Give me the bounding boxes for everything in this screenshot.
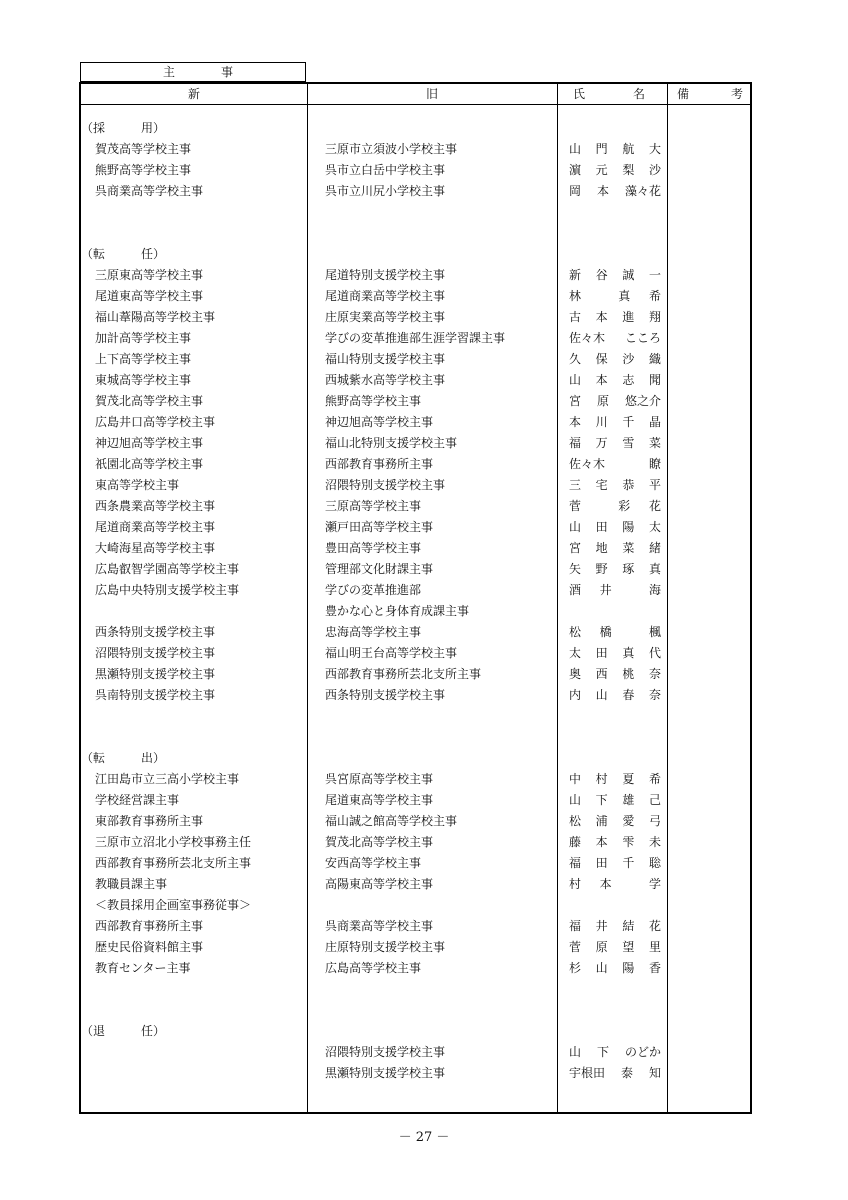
name-part: 川	[595, 415, 608, 429]
old-position: 沼隈特別支援学校主事	[325, 1045, 446, 1059]
column-header-remarks	[667, 84, 752, 104]
name-part: 花	[648, 919, 661, 933]
name-part: 学	[648, 877, 661, 891]
name-part: 保	[595, 352, 608, 366]
old-position: 西部教育事務所芸北支所主事	[325, 667, 482, 681]
name-part: こころ	[624, 331, 661, 345]
person-name	[569, 811, 661, 832]
table-row	[81, 685, 750, 706]
name-part: 太	[648, 520, 661, 534]
new-position: 歴史民俗資料館主事	[95, 940, 204, 954]
name-part: 雄	[622, 793, 635, 807]
name-part: 志	[622, 373, 635, 387]
person-name	[569, 769, 661, 790]
new-position: 祇園北高等学校主事	[95, 457, 204, 471]
name-part: 下	[595, 793, 608, 807]
old-position: 呉商業高等学校主事	[325, 919, 434, 933]
section-title-box	[80, 62, 306, 82]
new-position: 江田島市立三高小学校主事	[95, 772, 240, 786]
name-part: 愛	[622, 814, 635, 828]
group-spacer	[81, 706, 750, 748]
name-part: 宮	[569, 541, 582, 555]
table-row	[81, 391, 750, 412]
person-name	[569, 958, 661, 979]
person-name	[569, 307, 661, 328]
new-position: 賀茂北高等学校主事	[95, 394, 204, 408]
name-part: 山	[569, 142, 582, 156]
name-part: 福	[569, 919, 582, 933]
name-part: 林	[569, 289, 582, 303]
name-part: 陽	[622, 520, 635, 534]
table-row	[81, 811, 750, 832]
name-part: 山	[569, 793, 582, 807]
name-part: 浦	[595, 814, 608, 828]
person-name	[569, 643, 661, 664]
name-part: 山	[595, 961, 608, 975]
group-label	[81, 1021, 165, 1042]
old-position: 福山特別支援学校主事	[325, 352, 446, 366]
person-name	[569, 874, 661, 895]
new-position: 西条特別支援学校主事	[95, 625, 216, 639]
old-position: 三原高等学校主事	[325, 499, 422, 513]
name-part: 福	[569, 436, 582, 450]
new-position: 神辺旭高等学校主事	[95, 436, 204, 450]
group-label-row	[81, 1021, 750, 1042]
name-part: 菜	[622, 541, 635, 555]
new-position: 東城高等学校主事	[95, 373, 192, 387]
name-part: 門	[595, 142, 608, 156]
new-position: 沼隈特別支援学校主事	[95, 646, 216, 660]
name-part: 香	[648, 961, 661, 975]
name-part: 奥	[569, 667, 582, 681]
old-position: 賀茂北高等学校主事	[325, 835, 434, 849]
column-header-name-char-1: 氏	[573, 87, 586, 101]
old-position: 三原市立須波小学校主事	[325, 142, 458, 156]
table-row	[81, 601, 750, 622]
name-part: 里	[648, 940, 661, 954]
table-row	[81, 853, 750, 874]
table-row	[81, 958, 750, 979]
column-header-remarks-char-1: 備	[677, 87, 690, 101]
name-part: 田	[595, 856, 608, 870]
name-part: 中	[569, 772, 582, 786]
name-part: 藤	[569, 835, 582, 849]
section-title-char-1: 主	[163, 65, 176, 79]
table-row	[81, 433, 750, 454]
person-name	[569, 664, 661, 685]
old-position: 忠海高等学校主事	[325, 625, 422, 639]
name-part: 橋	[599, 625, 612, 639]
new-position: 熊野高等学校主事	[95, 163, 192, 177]
old-position: 学びの変革推進部生涯学習課主事	[325, 331, 506, 345]
column-header-remarks-char-2: 考	[731, 87, 744, 101]
name-part: 山	[569, 373, 582, 387]
name-part: 航	[622, 142, 635, 156]
name-part: 沙	[648, 163, 661, 177]
group-label	[81, 118, 165, 139]
name-part: 地	[595, 541, 608, 555]
name-part: 千	[622, 415, 635, 429]
table-row	[81, 139, 750, 160]
name-part: 矢	[569, 562, 582, 576]
table-row	[81, 517, 750, 538]
person-name	[569, 937, 661, 958]
old-position: 沼隈特別支援学校主事	[325, 478, 446, 492]
name-part: 原	[595, 940, 608, 954]
name-part: 緒	[648, 541, 661, 555]
column-header-name	[557, 84, 667, 104]
table-row	[81, 370, 750, 391]
table-row	[81, 307, 750, 328]
name-part: 宮	[569, 394, 582, 408]
personnel-table	[79, 82, 752, 1114]
new-position: 大崎海星高等学校主事	[95, 541, 216, 555]
table-row	[81, 286, 750, 307]
person-name	[569, 517, 661, 538]
header-divider	[81, 104, 750, 105]
name-part: 瞭	[648, 457, 661, 471]
name-part: 菜	[648, 436, 661, 450]
person-name	[569, 1042, 661, 1063]
group-label	[81, 748, 165, 769]
new-position: 三原東高等学校主事	[95, 268, 204, 282]
name-part: 進	[622, 310, 635, 324]
name-part: 翔	[648, 310, 661, 324]
group-label-part: （転	[81, 247, 106, 261]
name-part: 松	[569, 625, 582, 639]
name-part: 本	[599, 877, 612, 891]
old-position: 西条特別支援学校主事	[325, 688, 446, 702]
name-part: 真	[618, 289, 631, 303]
name-part: 雫	[622, 835, 635, 849]
name-part: 彩	[618, 499, 631, 513]
name-part: 久	[569, 352, 582, 366]
name-part: 恭	[622, 478, 635, 492]
name-part: 井	[595, 919, 608, 933]
table-row	[81, 328, 750, 349]
old-position: 学びの変革推進部	[325, 583, 422, 597]
new-position: 教職員課主事	[95, 877, 168, 891]
new-position: 加計高等学校主事	[95, 331, 192, 345]
name-part: 酒	[569, 583, 582, 597]
name-part: 濵	[569, 163, 582, 177]
name-part: 福	[569, 856, 582, 870]
new-position: 三原市立沼北小学校事務主任	[95, 835, 252, 849]
table-row	[81, 412, 750, 433]
new-position: 広島叡智学園高等学校主事	[95, 562, 240, 576]
new-position: 呉南特別支援学校主事	[95, 688, 216, 702]
name-part: 桃	[622, 667, 635, 681]
table-row	[81, 895, 750, 916]
name-part: 真	[648, 562, 661, 576]
column-header-old: 旧	[425, 87, 438, 101]
new-position: 福山葦陽高等学校主事	[95, 310, 216, 324]
name-part: 田	[595, 646, 608, 660]
new-position: 西条農業高等学校主事	[95, 499, 216, 513]
column-header-new: 新	[187, 87, 200, 101]
name-part: 内	[569, 688, 582, 702]
person-name	[569, 160, 661, 181]
name-part: 元	[595, 163, 608, 177]
old-position: 西部教育事務所主事	[325, 457, 434, 471]
person-name	[569, 265, 661, 286]
name-part: 春	[622, 688, 635, 702]
person-name	[569, 286, 661, 307]
old-position: 庄原特別支援学校主事	[325, 940, 446, 954]
table-row	[81, 559, 750, 580]
table-row	[81, 664, 750, 685]
name-part: 佐々木	[569, 331, 606, 345]
person-name	[569, 853, 661, 874]
name-part: 岡	[569, 184, 582, 198]
table-row	[81, 874, 750, 895]
name-part: 誠	[622, 268, 635, 282]
person-name	[569, 496, 661, 517]
name-part: 梨	[622, 163, 635, 177]
table-row	[81, 937, 750, 958]
old-position: 神辺旭高等学校主事	[325, 415, 434, 429]
name-part: 藻々花	[624, 184, 661, 198]
name-part: 知	[648, 1066, 661, 1080]
old-position: 呉市立白岳中学校主事	[325, 163, 446, 177]
name-part: 松	[569, 814, 582, 828]
group-label-row	[81, 244, 750, 265]
old-position: 庄原実業高等学校主事	[325, 310, 446, 324]
person-name	[569, 349, 661, 370]
new-position: 広島井口高等学校主事	[95, 415, 216, 429]
name-part: 本	[595, 835, 608, 849]
old-position: 呉市立川尻小学校主事	[325, 184, 446, 198]
old-position: 熊野高等学校主事	[325, 394, 422, 408]
new-position: 広島中央特別支援学校主事	[95, 583, 240, 597]
old-position: 呉宮原高等学校主事	[325, 772, 434, 786]
old-position: 黒瀬特別支援学校主事	[325, 1066, 446, 1080]
person-name	[569, 916, 661, 937]
name-part: 夏	[622, 772, 635, 786]
name-part: 己	[648, 793, 661, 807]
group-spacer	[81, 979, 750, 1021]
name-part: 織	[648, 352, 661, 366]
person-name	[569, 454, 661, 475]
name-part: 下	[596, 1045, 609, 1059]
table-row	[81, 622, 750, 643]
table-row	[81, 832, 750, 853]
old-position: 瀬戸田高等学校主事	[325, 520, 434, 534]
table-row	[81, 916, 750, 937]
name-part: 奈	[648, 688, 661, 702]
table-row	[81, 349, 750, 370]
name-part: 晶	[648, 415, 661, 429]
name-part: 真	[622, 646, 635, 660]
name-part: 本	[596, 184, 609, 198]
old-position: 豊かな心と身体育成課主事	[325, 604, 470, 618]
group-label-part: （採	[81, 121, 106, 135]
group-label-part: （転	[81, 751, 106, 765]
name-part: 奈	[648, 667, 661, 681]
person-name	[569, 433, 661, 454]
name-part: 杉	[569, 961, 582, 975]
name-part: 代	[648, 646, 661, 660]
name-part: 琢	[622, 562, 635, 576]
old-position: 尾道特別支援学校主事	[325, 268, 446, 282]
name-part: 万	[595, 436, 608, 450]
name-part: 佐々木	[569, 457, 606, 471]
group-label-part: （退	[81, 1024, 106, 1038]
table-row	[81, 265, 750, 286]
person-name	[569, 790, 661, 811]
name-part: 本	[569, 415, 582, 429]
section-title-char-2: 事	[221, 65, 234, 79]
new-position: 教育センター主事	[95, 961, 191, 975]
person-name	[569, 538, 661, 559]
old-position: 安西高等学校主事	[325, 856, 422, 870]
name-part: 一	[648, 268, 661, 282]
new-position: 尾道商業高等学校主事	[95, 520, 216, 534]
new-position: 賀茂高等学校主事	[95, 142, 192, 156]
table-row	[81, 538, 750, 559]
person-name	[569, 139, 661, 160]
name-part: 弓	[648, 814, 661, 828]
group-label-row	[81, 748, 750, 769]
name-part: 本	[595, 373, 608, 387]
column-header-name-char-2: 名	[633, 87, 646, 101]
new-position: ＜教員採用企画室事務従事＞	[95, 898, 252, 912]
table-row	[81, 160, 750, 181]
name-part: 原	[596, 394, 609, 408]
new-position: 東高等学校主事	[95, 478, 180, 492]
name-part: 聞	[648, 373, 661, 387]
name-part: 三	[569, 478, 582, 492]
person-name	[569, 559, 661, 580]
table-row	[81, 475, 750, 496]
new-position: 尾道東高等学校主事	[95, 289, 204, 303]
table-row	[81, 790, 750, 811]
group-label-row	[81, 118, 750, 139]
group-label-part: 任）	[140, 247, 165, 261]
old-position: 尾道東高等学校主事	[325, 793, 434, 807]
new-position: 上下高等学校主事	[95, 352, 192, 366]
name-part: 菅	[569, 499, 582, 513]
table-row	[81, 496, 750, 517]
name-part: 陽	[622, 961, 635, 975]
table-row	[81, 580, 750, 601]
group-spacer	[81, 202, 750, 244]
name-part: 太	[569, 646, 582, 660]
old-position: 広島高等学校主事	[325, 961, 422, 975]
group-label	[81, 244, 165, 265]
name-part: 結	[622, 919, 635, 933]
name-part: 悠之介	[624, 394, 661, 408]
name-part: 雪	[622, 436, 635, 450]
name-part: 本	[595, 310, 608, 324]
person-name	[569, 370, 661, 391]
name-part: 宇根田	[569, 1066, 606, 1080]
name-part: 千	[622, 856, 635, 870]
name-part: 野	[595, 562, 608, 576]
name-part: 希	[648, 289, 661, 303]
old-position: 福山北特別支援学校主事	[325, 436, 458, 450]
table-row	[81, 181, 750, 202]
name-part: 田	[595, 520, 608, 534]
person-name	[569, 181, 661, 202]
name-part: 山	[595, 688, 608, 702]
name-part: 菅	[569, 940, 582, 954]
name-part: 海	[648, 583, 661, 597]
person-name	[569, 412, 661, 433]
table-body	[81, 118, 750, 1084]
name-part: 平	[648, 478, 661, 492]
name-part: のどか	[624, 1045, 661, 1059]
name-part: 泰	[620, 1066, 633, 1080]
name-part: 沙	[622, 352, 635, 366]
page-number: － 27 －	[398, 1130, 450, 1145]
new-position: 西部教育事務所芸北支所主事	[95, 856, 252, 870]
name-part: 希	[648, 772, 661, 786]
person-name	[569, 1063, 661, 1084]
name-part: 未	[648, 835, 661, 849]
group-label-part: 用）	[140, 121, 165, 135]
name-part: 望	[622, 940, 635, 954]
name-part: 古	[569, 310, 582, 324]
name-part: 西	[595, 667, 608, 681]
person-name	[569, 622, 661, 643]
person-name	[569, 328, 661, 349]
name-part: 大	[648, 142, 661, 156]
new-position: 西部教育事務所主事	[95, 919, 204, 933]
name-part: 新	[569, 268, 582, 282]
person-name	[569, 475, 661, 496]
name-part: 花	[648, 499, 661, 513]
old-position: 福山明王台高等学校主事	[325, 646, 458, 660]
group-label-part: 任）	[140, 1024, 165, 1038]
new-position: 学校経営課主事	[95, 793, 180, 807]
name-part: 井	[599, 583, 612, 597]
new-position: 黒瀬特別支援学校主事	[95, 667, 216, 681]
old-position: 高陽東高等学校主事	[325, 877, 434, 891]
name-part: 谷	[595, 268, 608, 282]
old-position: 尾道商業高等学校主事	[325, 289, 446, 303]
table-row	[81, 454, 750, 475]
table-row	[81, 1042, 750, 1063]
table-row	[81, 769, 750, 790]
name-part: 山	[569, 1045, 582, 1059]
person-name	[569, 685, 661, 706]
table-row	[81, 643, 750, 664]
old-position: 管理部文化財課主事	[325, 562, 434, 576]
name-part: 村	[595, 772, 608, 786]
table-row	[81, 1063, 750, 1084]
old-position: 豊田高等学校主事	[325, 541, 422, 555]
old-position: 西城紫水高等学校主事	[325, 373, 446, 387]
name-part: 村	[569, 877, 582, 891]
name-part: 聡	[648, 856, 661, 870]
name-part: 楓	[648, 625, 661, 639]
group-label-part: 出）	[140, 751, 165, 765]
person-name	[569, 832, 661, 853]
person-name	[569, 580, 661, 601]
new-position: 東部教育事務所主事	[95, 814, 204, 828]
name-part: 宅	[595, 478, 608, 492]
name-part: 山	[569, 520, 582, 534]
old-position: 福山誠之館高等学校主事	[325, 814, 458, 828]
new-position: 呉商業高等学校主事	[95, 184, 204, 198]
person-name	[569, 391, 661, 412]
